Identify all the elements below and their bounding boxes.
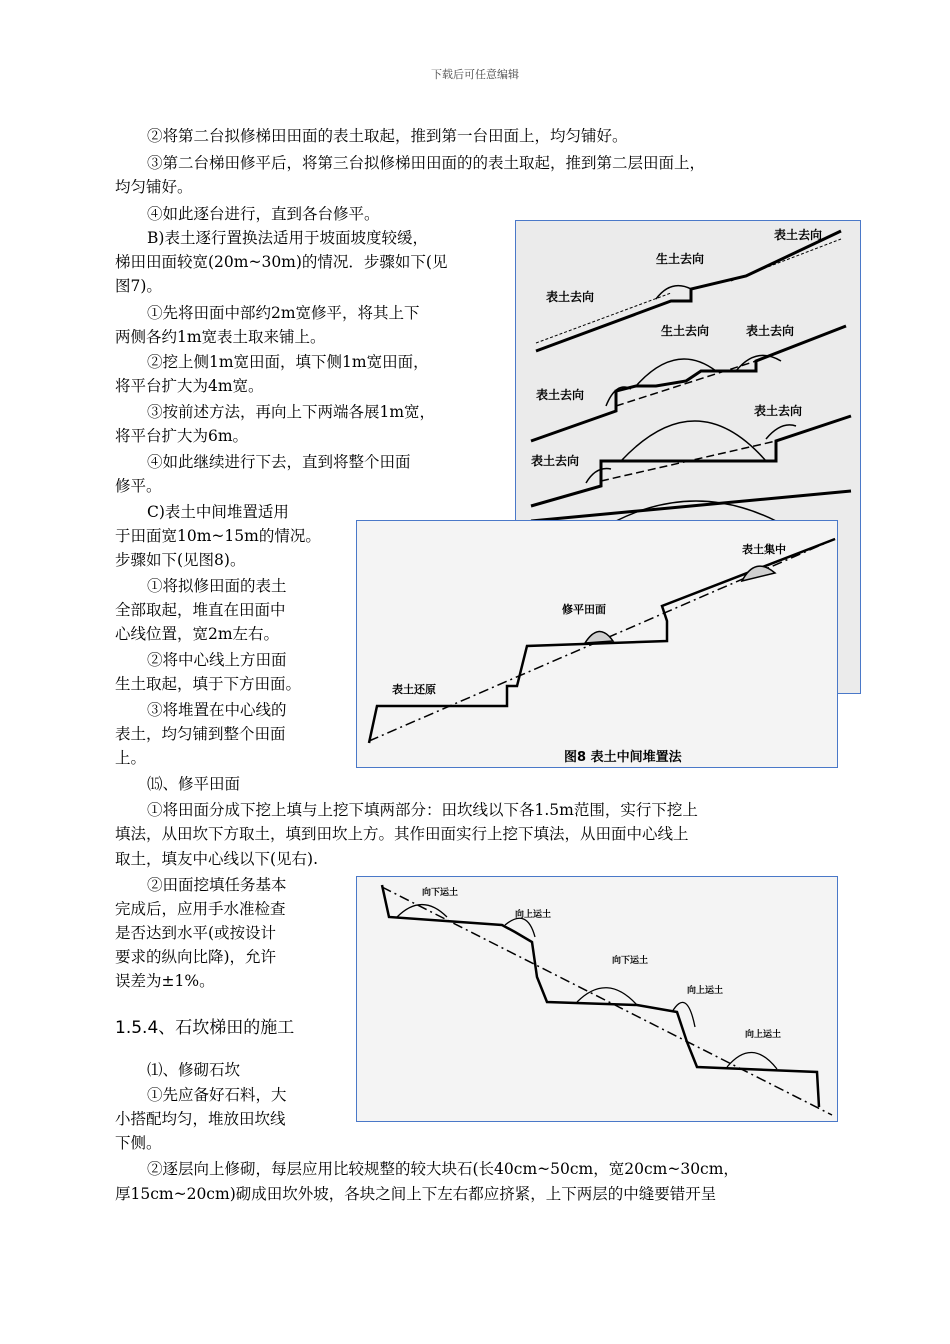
paragraph: 心线位置，宽2m左右。 [115,625,280,643]
figure-8 [356,520,838,768]
paragraph: 填法，从田坎下方取土，填到田坎上方。其作田面实行上挖下填法，从田面中心线上 [115,825,689,843]
page-header: 下载后可任意编辑 [431,68,519,81]
paragraph: C)表土中间堆置适用 [147,503,289,521]
paragraph: ②将第二台拟修梯田田面的表土取起，推到第一台田面上，均匀铺好。 [147,127,628,145]
fig9-label: 向下运土 [612,956,649,966]
paragraph: 均匀铺好。 [115,178,193,196]
paragraph: 生土取起，填于下方田面。 [115,675,302,693]
figure-cut-fill [356,876,838,1122]
paragraph: 要求的纵向比降)，允许 [115,948,277,966]
paragraph: 厚15cm~20cm)砌成田坎外坡，各块之间上下左右都应挤紧，上下两层的中缝要错开呈 [115,1185,717,1203]
fig7-label: 表土去向 [546,290,595,304]
fig7-label: 表土去向 [531,454,580,468]
fig9-label: 向上运土 [515,910,552,920]
paragraph: 误差为±1%。 [115,972,215,990]
paragraph: 取土，填友中心线以下(见右). [115,850,319,868]
fig7-label: 生土去向 [656,252,705,266]
paragraph: 表土，均匀铺到整个田面 [115,725,286,743]
section-heading: ⑴、修砌石坎 [147,1061,241,1079]
paragraph: ①先将田面中部约2m宽修平，将其上下 [147,304,420,322]
paragraph: ②将中心线上方田面 [147,651,287,669]
fig8-label: 表土还原 [392,683,436,696]
fig8-caption: 图8 表土中间堆置法 [564,750,682,765]
paragraph: ②挖上侧1m宽田面，填下侧1m宽田面， [147,353,429,371]
paragraph: ②田面挖填任务基本 [147,876,287,894]
paragraph: 步骤如下(见图8)。 [115,551,246,569]
paragraph: ③将堆置在中心线的 [147,701,287,719]
paragraph: 修平。 [115,477,162,495]
fig9-label: 向上运土 [687,986,724,996]
paragraph: 于田面宽10m~15m的情况。 [115,527,321,545]
paragraph: ①将拟修田面的表土 [147,577,287,595]
fig7-label: 表土去向 [774,228,823,242]
paragraph: 完成后，应用手水准检查 [115,900,286,918]
section-heading: ⒂、修平田面 [147,775,241,793]
paragraph: ①将田面分成下挖上填与上挖下填两部分：田坎线以下各1.5m范围，实行下挖上 [147,801,698,819]
paragraph: 两侧各约1m宽表土取来铺上。 [115,328,326,346]
paragraph: 梯田田面较宽(20m~30m)的情况．步骤如下(见 [115,253,448,271]
paragraph: ①先应备好石料，大 [147,1086,287,1104]
paragraph: 将平台扩大为4m宽。 [115,377,264,395]
paragraph: 小搭配均匀，堆放田坎线 [115,1110,286,1128]
paragraph: 是否达到水平(或按设计 [115,924,277,942]
fig7-label: 表土去向 [536,388,585,402]
paragraph: ②逐层向上修砌，每层应用比较规整的较大块石(长40cm~50cm，宽20cm~30cm， [147,1160,739,1178]
paragraph: 下侧。 [115,1134,162,1152]
paragraph: ③按前述方法，再向上下两端各展1m宽， [147,403,436,421]
paragraph: B)表土逐行置换法适用于坡面坡度较缓， [147,229,428,247]
paragraph: 图7)。 [115,277,162,295]
section-heading: 1.5.4、石坎梯田的施工 [115,1018,295,1038]
paragraph: 将平台扩大为6m。 [115,427,249,445]
paragraph: ④如此继续进行下去，直到将整个田面 [147,453,411,471]
fig7-label: 表土去向 [746,324,795,338]
paragraph: 全部取起，堆直在田面中 [115,601,286,619]
fig7-label: 生土去向 [661,324,710,338]
fig8-label: 表土集中 [742,543,786,556]
fig8-label: 修平田面 [562,603,606,616]
paragraph: ③第二台梯田修平后，将第三台拟修梯田田面的的表土取起，推到第二层田面上， [147,154,706,172]
fig9-label: 向下运土 [422,888,459,898]
fig9-label: 向上运土 [745,1030,782,1040]
fig7-label: 表土去向 [754,404,803,418]
paragraph: 上。 [115,749,147,767]
paragraph: ④如此逐台进行，直到各台修平。 [147,205,380,223]
